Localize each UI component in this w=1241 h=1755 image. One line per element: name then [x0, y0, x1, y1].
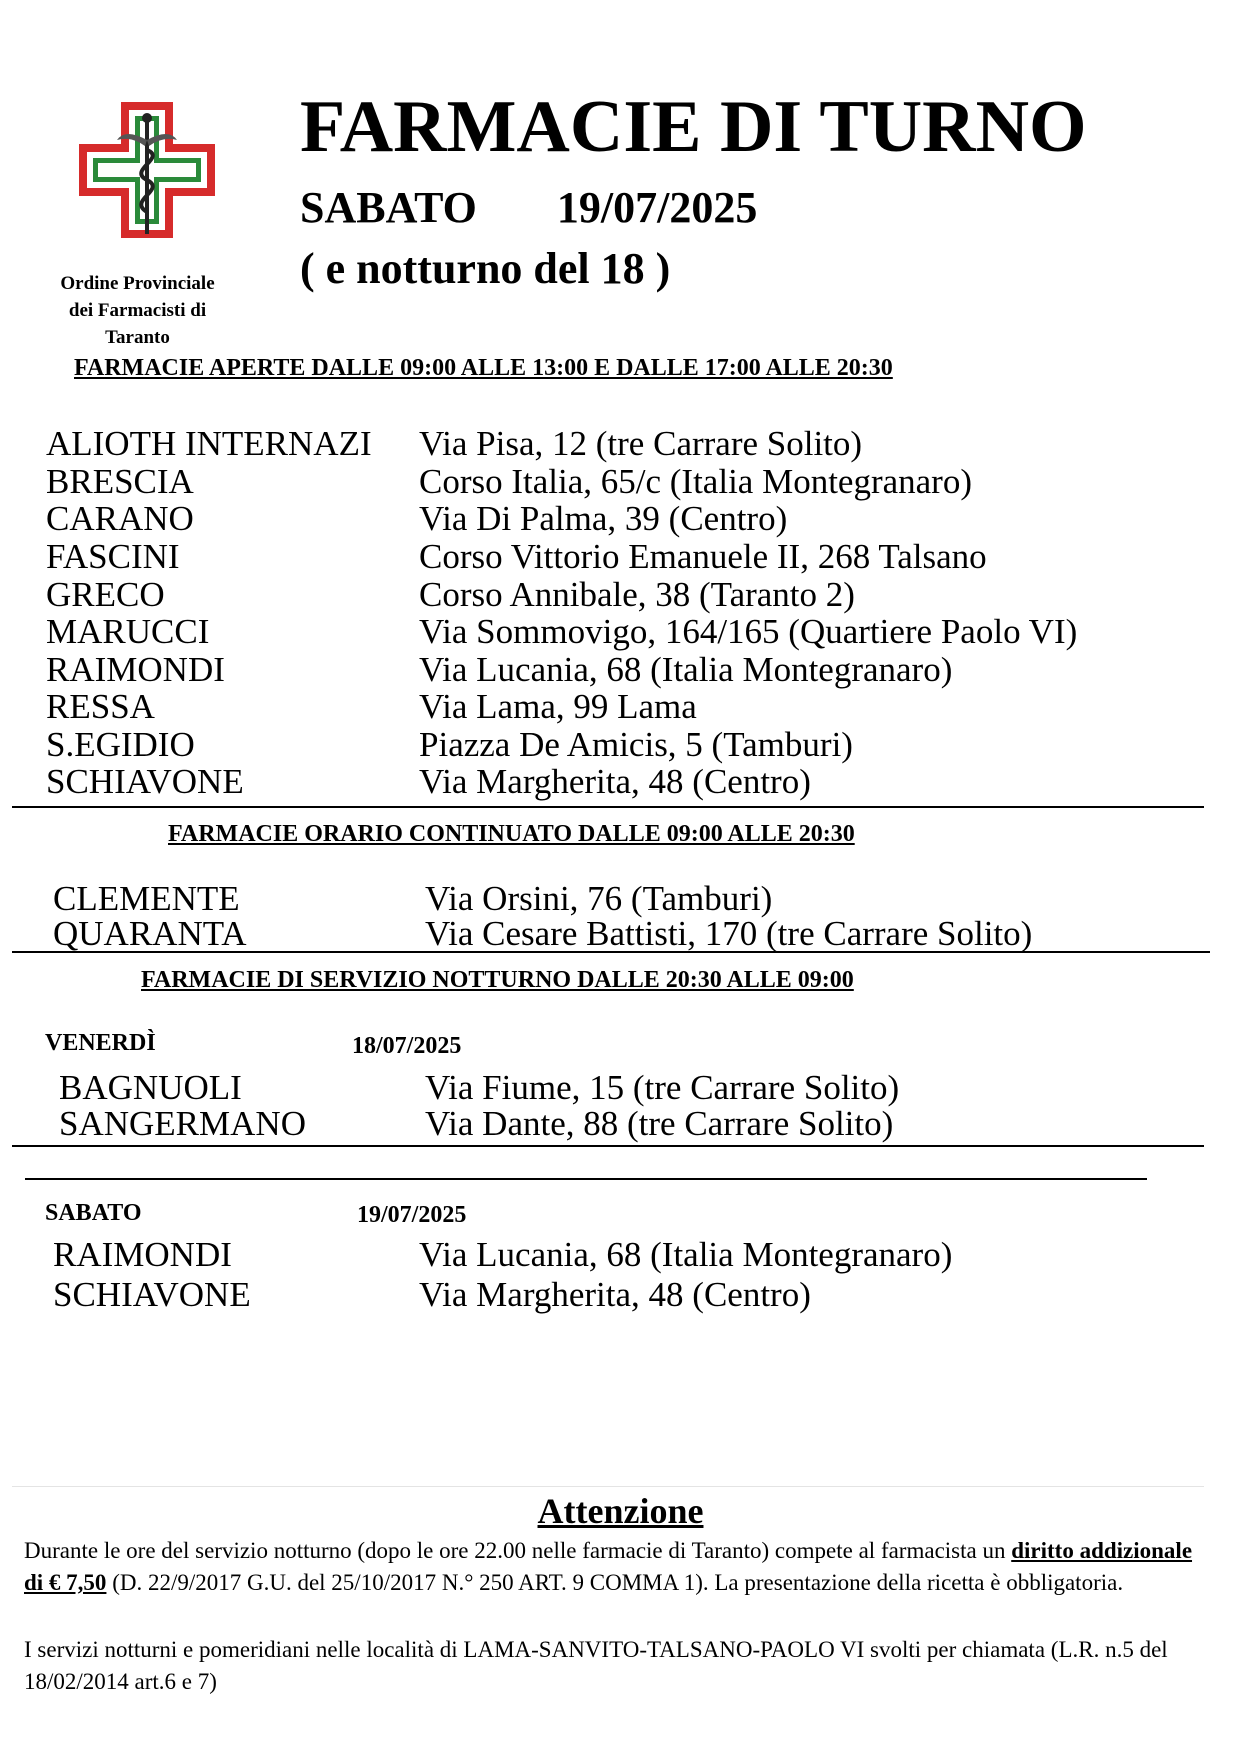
pharmacy-name: SANGERMANO	[59, 1104, 306, 1143]
pharmacy-name: CLEMENTE	[53, 879, 240, 918]
night-date-venerdi: 18/07/2025	[352, 1033, 462, 1059]
attention-divider	[12, 1486, 1204, 1487]
night-note: ( e notturno del 18 )	[300, 244, 671, 293]
section-heading-continuato: FARMACIE ORARIO CONTINUATO DALLE 09:00 ALLE 20:30	[168, 821, 855, 847]
pharmacy-address: Via Fiume, 15 (tre Carrare Solito)	[425, 1068, 900, 1107]
divider	[12, 1145, 1204, 1147]
pharmacy-name: MARUCCI	[46, 612, 210, 651]
pharmacy-name: RAIMONDI	[46, 650, 225, 689]
pharmacy-address: Via Pisa, 12 (tre Carrare Solito)	[419, 424, 863, 463]
night-day-venerdi: VENERDÌ	[45, 1030, 156, 1056]
section-heading-aperte: FARMACIE APERTE DALLE 09:00 ALLE 13:00 E DALLE 17:00 ALLE 20:30	[74, 355, 893, 381]
divider	[12, 806, 1204, 808]
pharmacy-address: Via Lucania, 68 (Italia Montegranaro)	[419, 650, 953, 689]
header-day-date	[300, 182, 757, 233]
pharmacy-address: Piazza De Amicis, 5 (Tamburi)	[419, 725, 853, 764]
pharmacy-address: Via Lucania, 68 (Italia Montegranaro)	[419, 1235, 953, 1274]
pharmacy-address: Via Sommovigo, 164/165 (Quartiere Paolo VI)	[419, 612, 1078, 651]
pharmacy-name: S.EGIDIO	[46, 725, 195, 764]
header-date: 19/07/2025	[556, 183, 758, 232]
logo	[77, 100, 217, 240]
pharmacy-address: Via Orsini, 76 (Tamburi)	[425, 879, 773, 918]
divider	[25, 1178, 1147, 1180]
pharmacy-name: RESSA	[46, 687, 155, 726]
pharmacy-name: QUARANTA	[53, 914, 247, 953]
pharmacy-name: FASCINI	[46, 537, 180, 576]
attention-paragraph-1	[24, 1535, 1214, 1599]
pharmacy-name: BRESCIA	[46, 462, 194, 501]
pharmacy-name: RAIMONDI	[53, 1235, 232, 1274]
section-heading-notturno: FARMACIE DI SERVIZIO NOTTURNO DALLE 20:30 ALLE 09:00	[141, 967, 854, 993]
night-date-sabato: 19/07/2025	[357, 1202, 467, 1228]
pharmacy-address: Via Dante, 88 (tre Carrare Solito)	[425, 1104, 894, 1143]
pharmacy-name: BAGNUOLI	[59, 1068, 242, 1107]
pharmacy-name: SCHIAVONE	[46, 762, 244, 801]
org-line: Ordine Provinciale	[60, 273, 215, 294]
pharmacy-address: Via Cesare Battisti, 170 (tre Carrare Solito)	[425, 914, 1033, 953]
pharmacy-name: GRECO	[46, 575, 165, 614]
pharmacy-address: Via Di Palma, 39 (Centro)	[419, 499, 788, 538]
pharmacy-address: Corso Vittorio Emanuele II, 268 Talsano	[419, 537, 987, 576]
attention-text: (D. 22/9/2017 G.U. del 25/10/2017 N.° 250 ART. 9 COMMA 1). La presentazione della ricetta è obbligatoria.	[106, 1570, 1124, 1595]
pharmacy-address: Corso Annibale, 38 (Taranto 2)	[419, 575, 855, 614]
pharmacy-cross-caduceus-icon	[77, 100, 217, 240]
attention-fee: diritto addizionale di € 7,50	[24, 1538, 1193, 1595]
pharmacy-address: Corso Italia, 65/c (Italia Montegranaro)	[419, 462, 972, 501]
org-name	[30, 270, 245, 351]
org-line: Taranto	[105, 327, 170, 348]
pharmacy-name: SCHIAVONE	[53, 1275, 251, 1314]
attention-text: Durante le ore del servizio notturno (dopo le ore 22.00 nelle farmacie di Taranto) compete al farmacista un	[24, 1538, 1012, 1563]
night-day-sabato: SABATO	[45, 1200, 142, 1226]
pharmacy-address: Via Margherita, 48 (Centro)	[419, 762, 811, 801]
pharmacy-address: Via Lama, 99 Lama	[419, 687, 697, 726]
header-day: SABATO	[300, 183, 477, 232]
pharmacy-name: ALIOTH INTERNAZI	[46, 424, 372, 463]
attention-title: Attenzione	[537, 1491, 704, 1531]
attention-paragraph-2: I servizi notturni e pomeridiani nelle località di LAMA-SANVITO-TALSANO-PAOLO VI svolti per chiamata (L.R. n.5 del 18/02/2014 art.6 e 7)	[24, 1637, 1168, 1694]
divider	[12, 951, 1210, 953]
page-title: FARMACIE DI TURNO	[300, 86, 1087, 168]
org-line: dei Farmacisti di	[68, 300, 207, 321]
pharmacy-address: Via Margherita, 48 (Centro)	[419, 1275, 811, 1314]
pharmacy-name: CARANO	[46, 499, 194, 538]
